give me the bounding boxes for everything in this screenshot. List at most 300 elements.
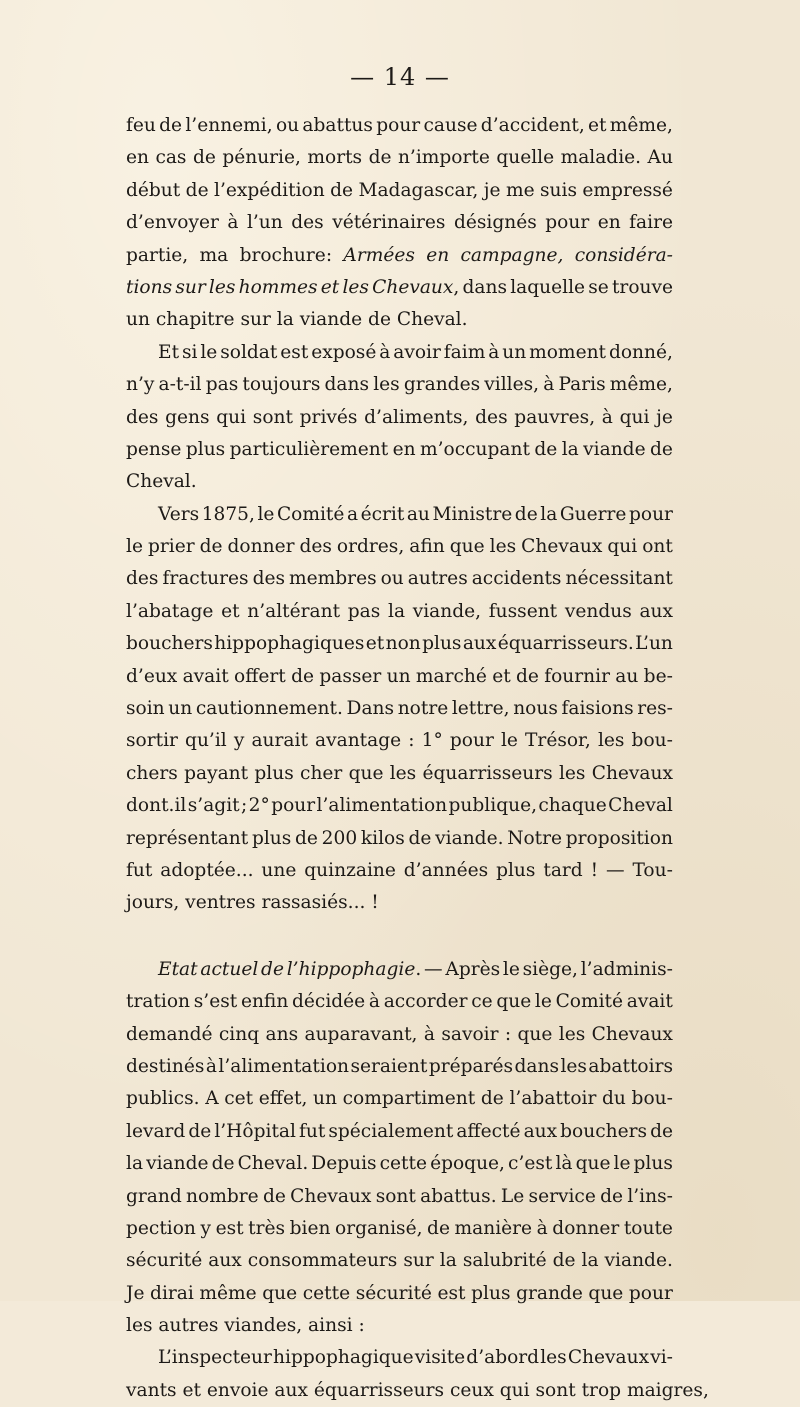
text-line	[126, 790, 673, 822]
word: :	[504, 1023, 512, 1045]
word: sécurité	[126, 1250, 203, 1272]
word: 1°	[421, 730, 443, 752]
word: les	[373, 374, 400, 396]
word: que	[348, 762, 384, 784]
word: spécialement	[328, 1120, 454, 1142]
word: équarrisseurs	[422, 762, 553, 784]
word: à	[379, 341, 391, 363]
line-text: Cheval.	[126, 471, 197, 493]
word: des	[291, 212, 324, 234]
word: viande	[583, 438, 646, 460]
word: les	[558, 762, 586, 784]
text-line	[126, 402, 673, 434]
word: l’ins-	[627, 1185, 673, 1207]
word-group	[588, 272, 609, 304]
line-text: partie,	[126, 244, 189, 266]
text-line	[126, 1051, 673, 1083]
word: d’eux	[126, 665, 178, 687]
word: tard	[543, 859, 583, 881]
word: viande,	[412, 600, 482, 622]
italic-text: tions	[126, 276, 173, 298]
word: désignés	[453, 212, 537, 234]
word-group	[523, 954, 578, 986]
word: 1875,	[201, 503, 255, 525]
word: un	[502, 341, 527, 363]
word: :	[408, 730, 415, 752]
word: nombre	[186, 1185, 259, 1207]
word: de	[427, 1217, 450, 1239]
word: de	[291, 665, 315, 687]
word: pour	[376, 115, 421, 136]
word: de	[295, 827, 318, 849]
word: privés	[299, 406, 358, 428]
word: exposé	[311, 341, 377, 363]
word: feu	[126, 115, 156, 136]
line-text: les autres viandes, ainsi :	[126, 1315, 365, 1337]
word: de	[516, 665, 539, 687]
text-line	[126, 693, 673, 725]
text-line	[126, 887, 673, 919]
text-line	[126, 337, 673, 369]
body-text	[126, 110, 709, 1407]
word-group	[321, 272, 339, 304]
word: kilos	[360, 827, 405, 849]
line-text: Après	[445, 958, 501, 980]
word: salubrité	[462, 1250, 547, 1272]
word: toujours	[242, 374, 321, 396]
line-text: dans	[462, 276, 508, 298]
word-group	[209, 272, 236, 304]
word: le	[534, 991, 552, 1013]
word: pas	[347, 600, 381, 622]
word: Chevaux	[567, 1347, 650, 1369]
word: Chevaux	[591, 1023, 673, 1045]
word: manière	[454, 1217, 533, 1239]
word: tration	[126, 991, 191, 1013]
word: ou	[275, 115, 300, 136]
word: de	[159, 115, 183, 136]
word: Madagascar,	[358, 179, 479, 201]
word: fussent	[488, 600, 558, 622]
line-text: siège,	[522, 958, 578, 980]
word: sur	[403, 1250, 434, 1272]
word: de	[552, 1250, 576, 1272]
word: savoir	[441, 1023, 499, 1045]
word-group	[372, 272, 459, 304]
word: d’abord	[466, 1347, 540, 1369]
word: ans	[265, 1023, 299, 1045]
word: des	[475, 406, 508, 428]
word: plus	[471, 1282, 511, 1304]
word: la	[581, 1250, 599, 1272]
word: autres	[407, 568, 468, 590]
line-text: .	[415, 958, 422, 980]
word: pas	[205, 374, 239, 396]
word: !	[590, 859, 599, 881]
word: y	[200, 1217, 211, 1239]
word: c’est	[508, 1153, 553, 1175]
word: L’inspecteur	[158, 1347, 272, 1369]
word: fut	[126, 859, 153, 881]
word: qui	[216, 406, 247, 428]
word: à	[227, 212, 239, 234]
word: m’occupant	[419, 438, 530, 460]
word: les	[389, 762, 417, 784]
word: des	[252, 568, 286, 590]
word: me	[505, 179, 535, 201]
text-line	[126, 1213, 673, 1245]
word: vétérinaires	[332, 212, 446, 234]
word: fractures	[162, 568, 249, 590]
word: hippophagique	[273, 1347, 414, 1369]
text-line	[126, 1181, 673, 1213]
word: à	[601, 406, 613, 428]
text-line	[126, 369, 673, 401]
word: chers	[126, 762, 178, 784]
word: bou-	[631, 1088, 673, 1110]
text-line	[126, 725, 673, 757]
text-line	[126, 499, 673, 531]
word: abattus	[302, 115, 373, 136]
line-text: ,	[453, 276, 460, 298]
word: pense	[126, 438, 182, 460]
word: la	[540, 503, 558, 525]
word: Vers	[158, 503, 200, 525]
word: le	[257, 503, 275, 525]
word: moment	[529, 341, 607, 363]
word: 200	[321, 827, 358, 849]
paragraph	[126, 110, 673, 337]
word: du	[602, 1088, 626, 1110]
word: l’Hôpital	[214, 1120, 296, 1142]
text-line	[126, 596, 673, 628]
italic-text: en	[426, 244, 450, 266]
word: prier	[147, 536, 195, 558]
word: et	[221, 600, 240, 622]
word: avait	[182, 665, 229, 687]
word: de	[188, 1120, 212, 1142]
line-text: :	[325, 244, 333, 266]
word: même	[199, 1282, 257, 1304]
word: que	[496, 991, 532, 1013]
text-line	[126, 531, 673, 563]
word: destinés	[126, 1055, 205, 1077]
word: lettre,	[451, 698, 510, 720]
word: un	[386, 665, 411, 687]
word: visite	[414, 1347, 466, 1369]
word: chaque	[538, 795, 607, 817]
word: donné,	[608, 341, 673, 363]
word: Le	[500, 1185, 525, 1207]
word: cette	[302, 1282, 351, 1304]
word: consommateurs	[247, 1250, 398, 1272]
word: s’est	[193, 991, 238, 1013]
word: gens	[165, 406, 210, 428]
line-text: jours, ventres rassasiés... !	[126, 892, 379, 914]
word: be-	[643, 665, 673, 687]
word: bouchers	[126, 633, 213, 655]
word: très	[248, 1217, 286, 1239]
text-line	[126, 1148, 673, 1180]
word-group	[510, 272, 585, 304]
word: bouchers	[560, 1120, 648, 1142]
line-text: vants et envoie aux équarrisseurs ceux qui sont trop maigres,	[126, 1379, 709, 1401]
word: ;	[241, 795, 248, 817]
text-line	[126, 1342, 673, 1374]
word: les	[558, 1023, 586, 1045]
word: début	[126, 179, 181, 201]
word: nous	[513, 698, 558, 720]
word: de	[480, 1088, 504, 1110]
word: et	[588, 115, 607, 136]
word: grand	[126, 1185, 182, 1207]
paragraph	[126, 337, 673, 499]
word: la	[439, 1250, 457, 1272]
text-line	[126, 434, 673, 466]
word: même,	[609, 374, 673, 396]
word: ordres,	[336, 536, 405, 558]
word: hippophagiques	[214, 633, 365, 655]
line-text: un chapitre sur la viande de Cheval.	[126, 309, 468, 331]
word: et	[365, 633, 385, 655]
italic-text: et	[320, 276, 340, 298]
word: L’un	[635, 633, 673, 655]
word: plus	[185, 438, 226, 460]
word: l’ennemi,	[185, 115, 273, 136]
word: cas	[155, 147, 187, 169]
word: aux	[523, 1120, 558, 1142]
word: accorder	[383, 991, 468, 1013]
word: représentant	[126, 827, 249, 849]
word: avoir	[393, 341, 441, 363]
word: proposition	[565, 827, 673, 849]
word-group	[426, 240, 449, 272]
word: afin	[409, 536, 445, 558]
word: Notre	[507, 827, 563, 849]
line-text: trouve	[611, 276, 673, 298]
word: à	[423, 1023, 435, 1045]
word: est	[280, 341, 309, 363]
word: organisé,	[335, 1217, 423, 1239]
word: cause	[423, 115, 478, 136]
word-group	[461, 240, 564, 272]
word-group	[200, 954, 258, 986]
word: le	[126, 536, 143, 558]
line-text: ma	[199, 244, 229, 266]
word: a-t-il	[158, 374, 202, 396]
word: avantage	[315, 730, 402, 752]
word-group	[287, 954, 422, 986]
word-group	[200, 240, 229, 272]
line-text: le	[502, 958, 520, 980]
word: Guerre	[559, 503, 627, 525]
line-text: brochure	[239, 244, 326, 266]
word: Tou-	[632, 859, 673, 881]
word-group	[424, 954, 443, 986]
italic-text: de	[261, 958, 284, 980]
word: publics.	[126, 1088, 200, 1110]
text-line	[126, 628, 673, 660]
word: les	[540, 1347, 567, 1369]
word: je	[656, 406, 673, 428]
word: grandes	[403, 374, 481, 396]
word: de	[262, 1185, 286, 1207]
text-line	[126, 272, 673, 304]
word: de	[185, 179, 209, 201]
word: pour	[628, 503, 673, 525]
word: donner	[552, 1217, 620, 1239]
word: le	[500, 730, 518, 752]
italic-text: les	[208, 276, 236, 298]
text-line	[126, 758, 673, 790]
word: à	[488, 341, 500, 363]
word: notre	[397, 698, 449, 720]
word: dont.il	[126, 795, 187, 817]
word: de	[199, 536, 223, 558]
word: bien	[289, 1217, 331, 1239]
word: pection	[126, 1217, 196, 1239]
word: n’altérant	[247, 600, 341, 622]
word: plus	[422, 633, 462, 655]
word: Dans	[346, 698, 395, 720]
word: dans	[514, 1055, 559, 1077]
word: pénurie,	[222, 147, 301, 169]
word: sont	[375, 1185, 416, 1207]
word: l’expédition	[214, 179, 325, 201]
word: pour	[628, 1282, 673, 1304]
word: toute	[623, 1217, 673, 1239]
word: effet,	[258, 1088, 308, 1110]
word: Cheval	[608, 795, 673, 817]
word-group	[175, 272, 205, 304]
word: cet	[224, 1088, 254, 1110]
text-line	[126, 1083, 673, 1115]
word: Je	[126, 1282, 145, 1304]
word: nécessitant	[565, 568, 673, 590]
text-line	[126, 207, 673, 239]
word: de	[211, 1153, 235, 1175]
word: publique,	[448, 795, 537, 817]
word: A	[205, 1088, 219, 1110]
word: soldat	[220, 341, 278, 363]
word: de	[534, 438, 558, 460]
word: res-	[637, 698, 673, 720]
word: Trésor,	[525, 730, 591, 752]
word: l’un	[246, 212, 283, 234]
word-group	[240, 240, 333, 272]
word: de	[368, 147, 392, 169]
word: que	[588, 1282, 624, 1304]
word: pour	[271, 795, 316, 817]
word: a	[346, 503, 359, 525]
word: Chevaux	[591, 762, 673, 784]
word: là	[555, 1153, 573, 1175]
word: offert	[234, 665, 286, 687]
word: de	[649, 438, 673, 460]
line-text: laquelle	[510, 276, 586, 298]
text-line	[126, 954, 673, 986]
word: est	[215, 1217, 244, 1239]
word: marché	[415, 665, 487, 687]
word: des	[126, 406, 159, 428]
line-text: —	[424, 958, 443, 980]
text-line	[126, 1278, 673, 1310]
word: la	[388, 600, 406, 622]
word: l’alimentation	[218, 1055, 349, 1077]
italic-text: Chevaux	[372, 276, 454, 298]
text-line	[126, 1116, 673, 1148]
word: villes,	[484, 374, 540, 396]
word: cette	[379, 1153, 428, 1175]
word: n’y	[126, 374, 155, 396]
word: que	[575, 1153, 611, 1175]
word-group	[581, 954, 673, 986]
word: plus	[496, 859, 536, 881]
text-line	[126, 986, 673, 1018]
word: les	[560, 1055, 587, 1077]
word: et	[492, 665, 511, 687]
word: le	[613, 1153, 631, 1175]
word: compartiment	[342, 1088, 476, 1110]
page-number: — 14 —	[350, 63, 450, 91]
word: demandé	[126, 1023, 213, 1045]
word: cher	[300, 762, 343, 784]
word: que	[449, 536, 485, 558]
word: s’agit	[187, 795, 240, 817]
word-group	[126, 240, 188, 272]
word: levard	[126, 1120, 186, 1142]
word: à	[368, 991, 380, 1013]
word: pauvres,	[514, 406, 596, 428]
word: même,	[609, 115, 673, 136]
word: à	[543, 374, 555, 396]
word: y	[233, 730, 245, 752]
word-group	[342, 272, 369, 304]
word: des	[126, 568, 159, 590]
word: ce	[471, 991, 493, 1013]
word: en	[392, 438, 416, 460]
italic-text: hommes	[238, 276, 318, 298]
word: enfin	[240, 991, 289, 1013]
text-line	[126, 175, 673, 207]
word: la	[561, 438, 579, 460]
text-line	[126, 1019, 673, 1051]
word: je	[483, 179, 501, 201]
word: qui	[607, 536, 638, 558]
word: Comité	[276, 503, 345, 525]
text-line	[126, 142, 673, 174]
word: époque,	[430, 1153, 505, 1175]
word-group	[239, 272, 318, 304]
word: préparés	[428, 1055, 514, 1077]
word: soin	[126, 698, 165, 720]
word: le	[200, 341, 218, 363]
word: vendus	[564, 600, 632, 622]
italic-text: Armées	[343, 244, 415, 266]
text-line	[126, 304, 673, 336]
word: affecté	[456, 1120, 521, 1142]
word-group	[503, 954, 520, 986]
text-line	[126, 823, 673, 855]
word: l’alimentation	[316, 795, 448, 817]
text-line	[126, 855, 673, 887]
word: décidée	[292, 991, 366, 1013]
paragraph-gap	[126, 920, 673, 954]
paragraph	[126, 1342, 709, 1407]
word: Chevaux	[290, 1185, 372, 1207]
paragraph	[126, 499, 673, 920]
text-line	[126, 240, 673, 272]
